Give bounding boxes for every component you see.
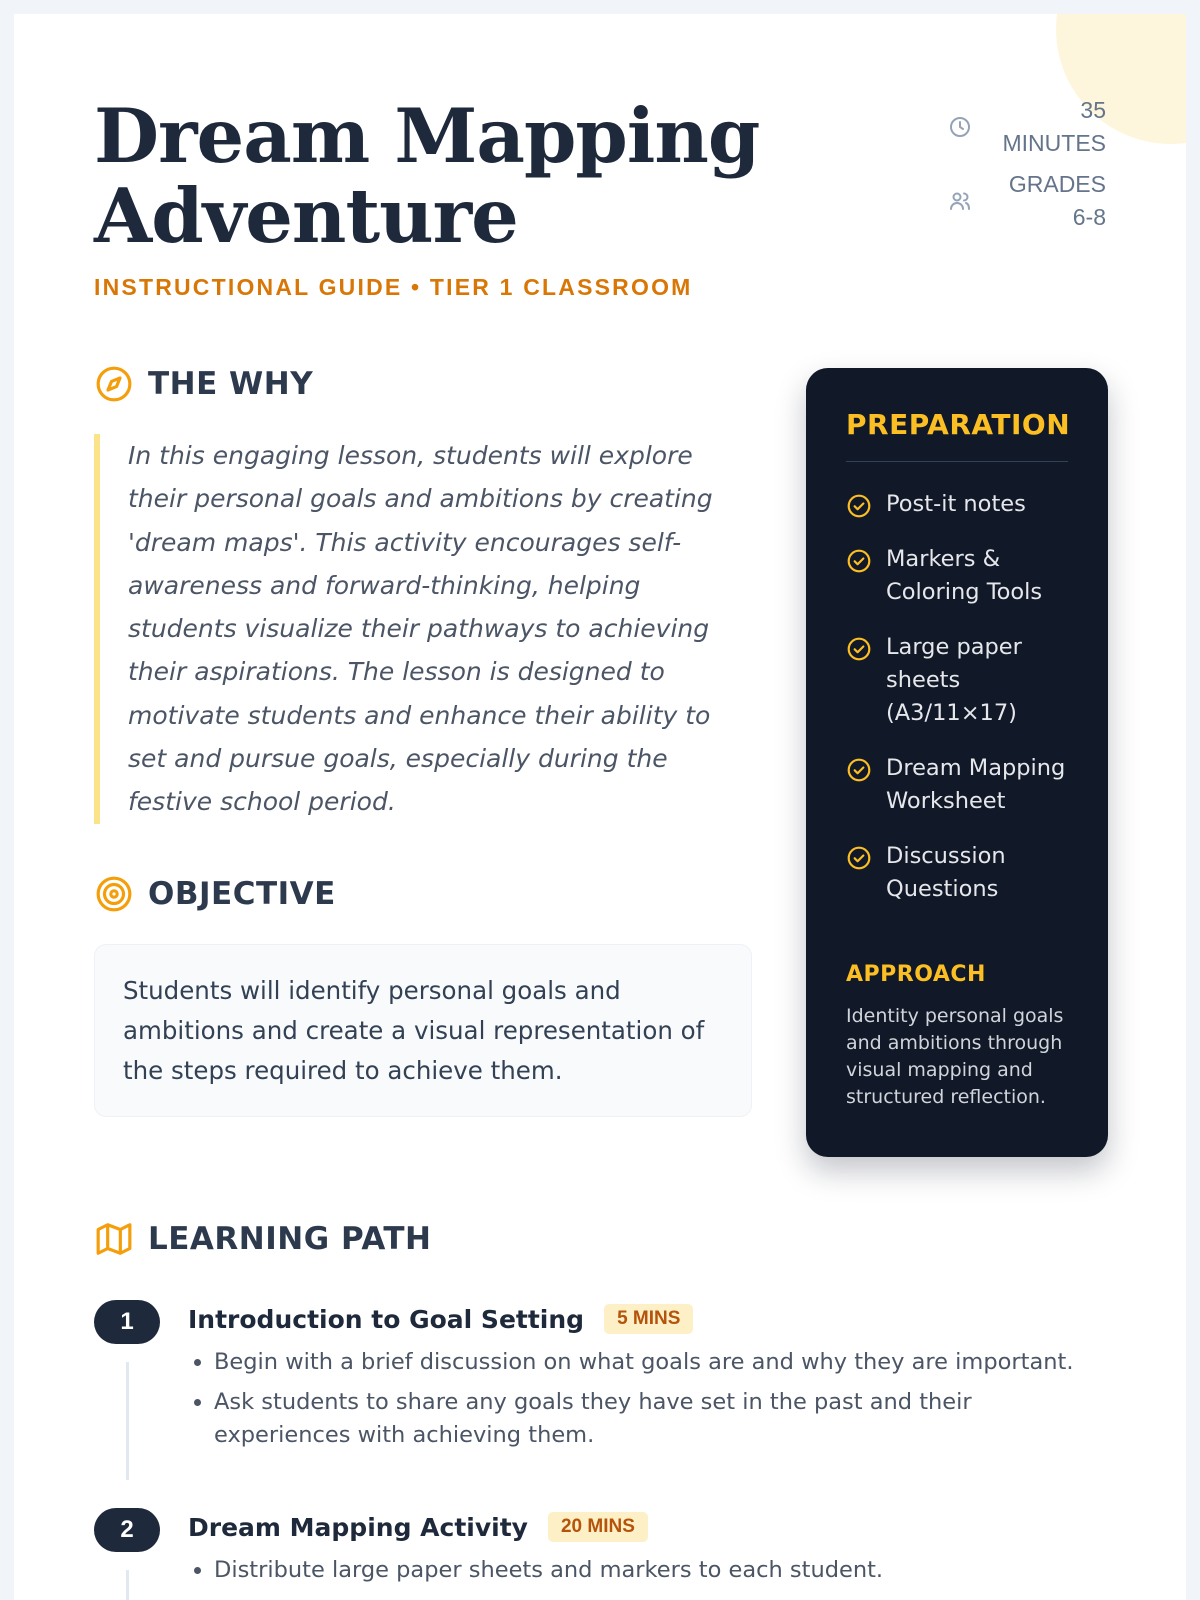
preparation-item	[846, 840, 1068, 906]
page-title: Dream Mapping Adventure	[94, 92, 760, 260]
learning-path-title: LEARNING PATH	[148, 1221, 432, 1257]
step-point: • Begin with a brief discussion on what goals are and why they are important.	[214, 1346, 1104, 1379]
target-icon	[94, 874, 134, 914]
step-2	[94, 1512, 1104, 1587]
objective-title: OBJECTIVE	[148, 876, 336, 912]
step-point: • Distribute large paper sheets and markers to each student.	[214, 1554, 1104, 1587]
lesson-meta	[946, 94, 1106, 242]
step-points	[188, 1346, 1104, 1452]
clock-icon	[946, 113, 974, 141]
step-connector-line	[126, 1570, 129, 1600]
step-number: 2	[94, 1508, 160, 1552]
check-circle-icon	[846, 845, 872, 871]
preparation-item	[846, 752, 1068, 818]
step-title: Dream Mapping Activity	[188, 1512, 528, 1542]
step-duration-badge: 5 MINS	[604, 1304, 693, 1334]
duration-text: 35 MINUTES	[1002, 97, 1106, 156]
preparation-item-label: Post-it notes	[886, 491, 1026, 517]
why-section-heading	[94, 364, 313, 404]
learning-path-steps	[94, 1304, 1104, 1600]
preparation-item	[846, 543, 1068, 609]
objective-section-heading	[94, 874, 336, 914]
preparation-divider	[846, 461, 1068, 462]
approach-title: APPROACH	[846, 962, 986, 987]
preparation-title: PREPARATION	[846, 408, 1071, 441]
why-text: In this engaging lesson, students will explore their personal goals and ambitions by creating 'dream maps'. This activity encourages self-awareness and forward-thinking, helping students visualize their pathways to achieving their aspirations. The lesson is designed to motivate students and enhance their ability to set and pursue goals, especially during the festive school period.	[94, 434, 750, 824]
preparation-item-label: Markers & Coloring Tools	[886, 546, 1043, 605]
step-number: 1	[94, 1300, 160, 1344]
preparation-panel	[806, 368, 1108, 1157]
preparation-item-label: Large paper sheets (A3/11×17)	[886, 634, 1022, 726]
check-circle-icon	[846, 493, 872, 519]
approach-text: Identity personal goals and ambitions through visual mapping and structured reflection.	[846, 1005, 1064, 1108]
step-1	[94, 1304, 1104, 1452]
page-subtitle: INSTRUCTIONAL GUIDE • TIER 1 CLASSROOM	[94, 274, 693, 300]
preparation-list	[846, 488, 1068, 906]
step-duration-badge: 20 MINS	[548, 1512, 648, 1542]
preparation-item-label: Dream Mapping Worksheet	[886, 755, 1066, 814]
why-title: THE WHY	[148, 366, 314, 402]
preparation-item	[846, 488, 1068, 521]
check-circle-icon	[846, 636, 872, 662]
step-points	[188, 1554, 1104, 1587]
compass-icon	[94, 364, 134, 404]
duration-row	[946, 94, 1106, 160]
lesson-card	[14, 14, 1186, 1600]
check-circle-icon	[846, 757, 872, 783]
step-header	[188, 1512, 1104, 1542]
preparation-item-label: Discussion Questions	[886, 843, 1006, 902]
step-title: Introduction to Goal Setting	[188, 1304, 585, 1334]
step-header	[188, 1304, 1104, 1334]
step-connector-line	[126, 1362, 129, 1480]
preparation-item	[846, 631, 1068, 730]
map-icon	[94, 1219, 134, 1259]
check-circle-icon	[846, 548, 872, 574]
objective-text: Students will identify personal goals and ambitions and create a visual representation of the steps required to achieve them.	[94, 944, 752, 1117]
step-point: • Ask students to share any goals they have set in the past and their experiences with achieving them.	[214, 1386, 1104, 1452]
learning-path-heading	[94, 1219, 432, 1259]
grades-text: GRADES 6-8	[1008, 171, 1106, 230]
users-icon	[946, 187, 974, 215]
grades-row	[946, 168, 1106, 234]
